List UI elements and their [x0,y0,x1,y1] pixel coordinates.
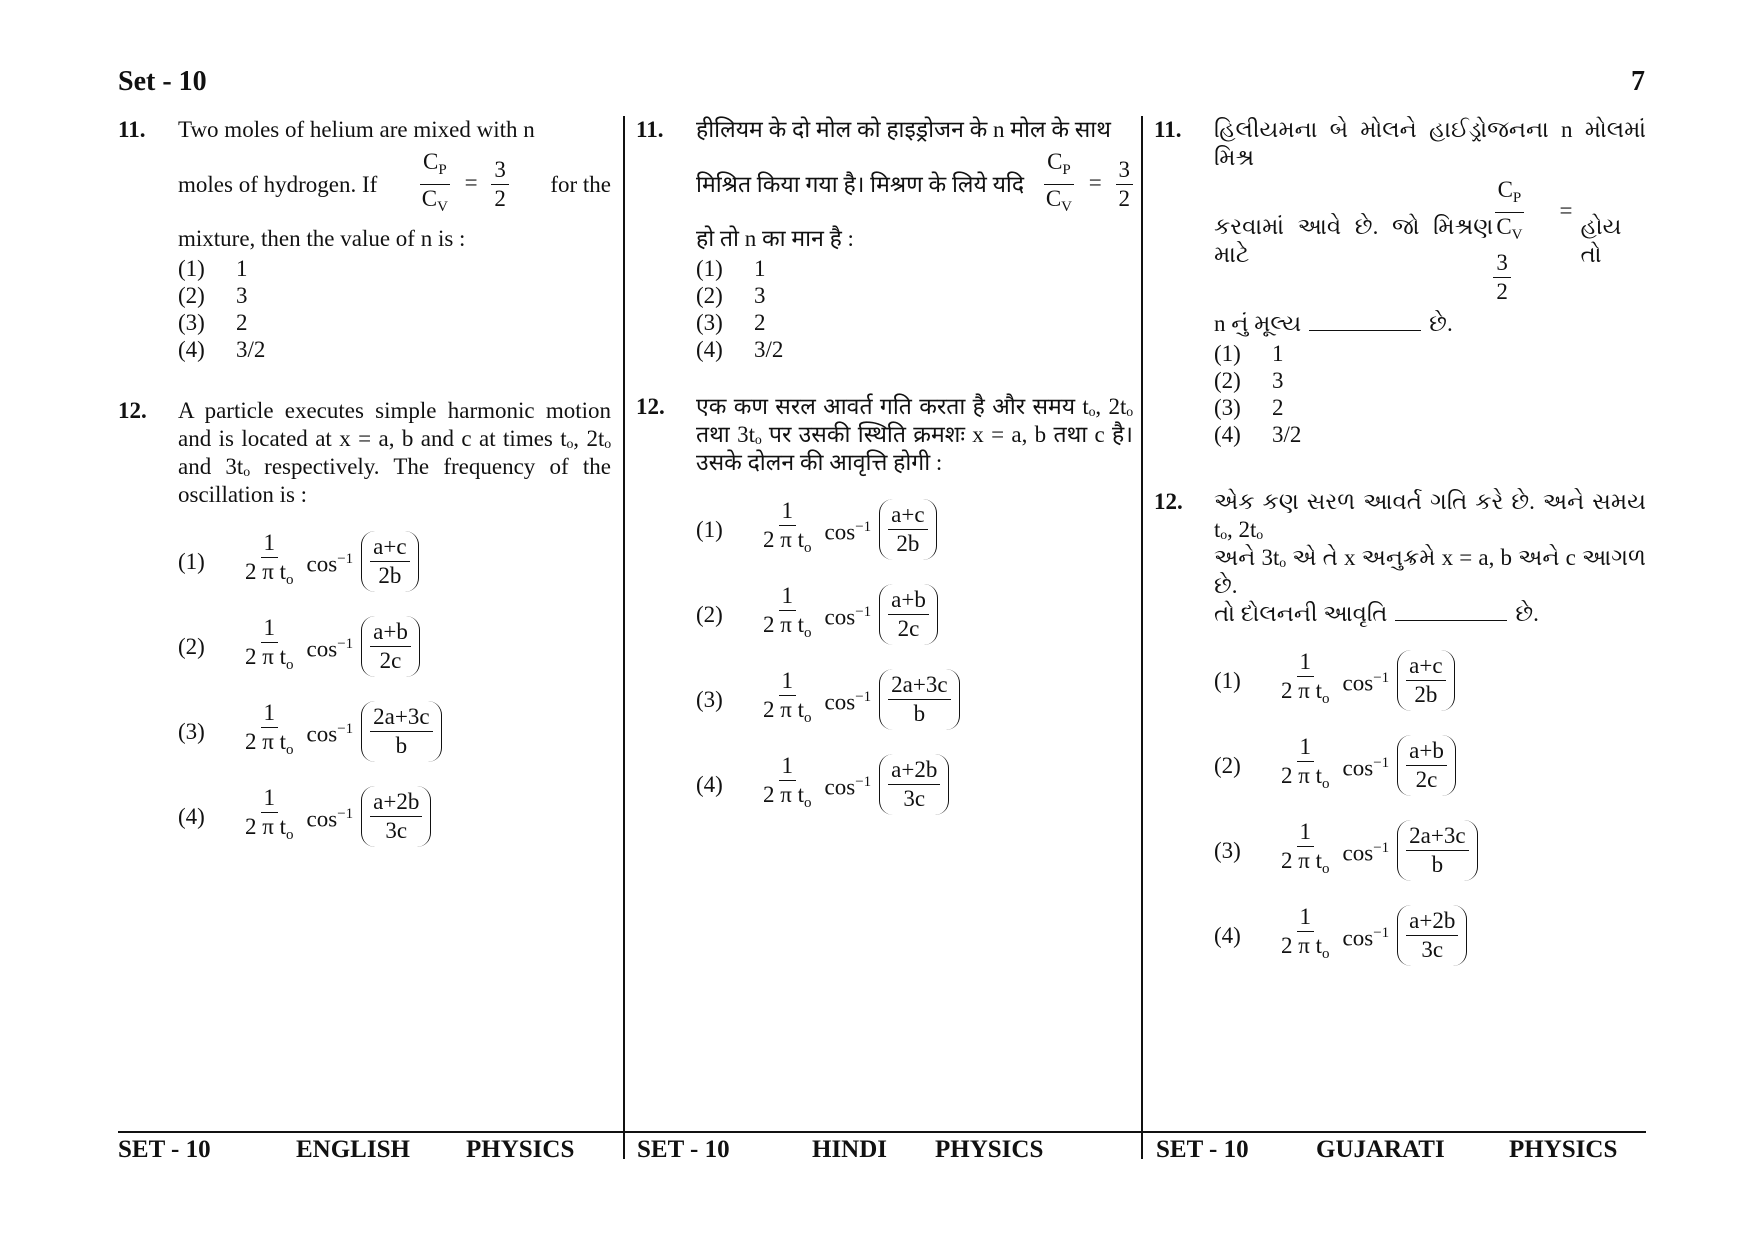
set-label: Set - 10 [118,66,207,97]
cp-cv-fraction: $\frac{C_P}{C_V}$ [1045,149,1073,215]
question-11 [118,116,611,363]
footer-language: ENGLISH [296,1136,410,1163]
option: (3) 2 [178,310,248,335]
inverse-cosine: $\cos^{-1}$ [1342,924,1390,951]
question-text: Two moles of helium are mixed with n [178,117,535,142]
inverse-cosine: $\cos^{-1}$ [824,603,872,630]
coefficient-fraction: $\frac{1}{2 \pi t_o}$ [763,583,812,641]
argument-parentheses [1397,650,1454,711]
formula-option [178,699,611,764]
argument-parentheses [879,669,959,730]
option: (2) 3 [1214,368,1284,393]
ratio-line: કરવામાં આવે છે. જો મિશ્રણ માટે $\frac{C_P}{C_V}$ = $\frac{3}{2}$ હોય તો [1214,176,1646,306]
column-divider [1141,116,1143,1159]
ratio-value-fraction: $\frac{3}{2}$ [1493,249,1511,306]
question-11 [636,116,1133,363]
coefficient-fraction: $\frac{1}{2 \pi t_o}$ [763,498,812,556]
argument-parentheses [361,786,431,847]
option-number: (2) [696,601,723,627]
column-divider [623,116,625,1159]
formula-option [696,752,1133,817]
argument-fraction: $\frac{2a+3c}{b}$ [370,703,432,760]
option-number: (1) [178,548,205,574]
formula-option [178,784,611,849]
footer-set: SET - 10 [637,1136,730,1163]
inverse-cosine: $\cos^{-1}$ [306,720,354,747]
argument-parentheses [879,499,936,560]
ratio-value-fraction: $\frac{3}{2}$ [491,156,509,213]
argument-parentheses [361,701,441,762]
inverse-cosine: $\cos^{-1}$ [824,773,872,800]
footer-set: SET - 10 [118,1136,211,1163]
question-number: 12. [636,394,665,419]
option: (1) 1 [178,256,248,281]
formula-option [1214,903,1646,968]
argument-parentheses [1397,820,1477,881]
option: (4) 3/2 [1214,422,1302,447]
coefficient-fraction: $\frac{1}{2 \pi t_o}$ [1281,649,1330,707]
question-12 [1154,488,1646,968]
option: (4) 3/2 [696,337,784,362]
option: (3) 2 [696,310,766,335]
page-number: 7 [1631,66,1645,97]
argument-fraction: $\frac{2a+3c}{b}$ [1406,822,1468,879]
argument-fraction: $\frac{2a+3c}{b}$ [888,671,950,728]
option-number: (3) [696,686,723,712]
option-number: (4) [696,771,723,797]
argument-fraction: $\frac{a+2b}{3c}$ [888,756,940,813]
question-text: हीलियम के दो मोल को हाइड्रोजन के n मोल के साथ [696,117,1111,142]
option-number: (3) [1214,837,1241,863]
question-text: કરવામાં આવે છે. જો મિશ્રણ માટે [1214,214,1494,267]
options-list [1214,340,1646,448]
formula-option [178,614,611,679]
footer-set: SET - 10 [1156,1136,1249,1163]
cp-cv-fraction: $\frac{C_P}{C_V}$ [1496,177,1523,243]
inverse-cosine: $\cos^{-1}$ [306,805,354,832]
argument-fraction: $\frac{a+b}{2c}$ [370,618,411,675]
argument-parentheses [879,754,949,815]
formula-option [696,497,1133,562]
option-number: (2) [1214,752,1241,778]
argument-parentheses [879,584,938,645]
question-number: 12. [118,398,147,423]
options-list [696,497,1133,817]
footer-subject: PHYSICS [466,1136,575,1163]
coefficient-fraction: $\frac{1}{2 \pi t_o}$ [245,615,294,673]
question-text: n નું મૂલ્ય છે. [1214,311,1453,336]
formula-option [1214,733,1646,798]
question-text: हो तो n का मान है : [696,226,854,251]
formula-option [1214,818,1646,883]
question-12 [636,393,1133,817]
inverse-cosine: $\cos^{-1}$ [306,635,354,662]
question-text: અને 3tₒ એ તે x અનુક્રમે x = a, b અને c આગળ છે. [1214,545,1646,598]
inverse-cosine: $\cos^{-1}$ [1342,839,1390,866]
inverse-cosine: $\cos^{-1}$ [1342,754,1390,781]
footer-language: GUJARATI [1316,1136,1445,1163]
options-list [1214,648,1646,968]
argument-fraction: $\frac{a+c}{2b}$ [1406,652,1445,709]
formula-option [696,582,1133,647]
question-number: 11. [118,117,146,142]
options-list [178,529,611,849]
argument-fraction: $\frac{a+2b}{3c}$ [1406,907,1458,964]
option: (3) 2 [1214,395,1284,420]
coefficient-fraction: $\frac{1}{2 \pi t_o}$ [1281,904,1330,962]
option: (4) 3/2 [178,337,266,362]
gujarati-column [1154,116,1646,1156]
coefficient-fraction: $\frac{1}{2 \pi t_o}$ [245,530,294,588]
argument-fraction: $\frac{a+c}{2b}$ [370,533,409,590]
argument-fraction: $\frac{a+b}{2c}$ [1406,737,1447,794]
coefficient-fraction: $\frac{1}{2 \pi t_o}$ [763,668,812,726]
argument-fraction: $\frac{a+b}{2c}$ [888,586,929,643]
inverse-cosine: $\cos^{-1}$ [1342,669,1390,696]
coefficient-fraction: $\frac{1}{2 \pi t_o}$ [1281,819,1330,877]
argument-parentheses [361,531,418,592]
option-number: (4) [1214,922,1241,948]
coefficient-fraction: $\frac{1}{2 \pi t_o}$ [245,785,294,843]
argument-fraction: $\frac{a+c}{2b}$ [888,501,927,558]
option-number: (1) [696,516,723,542]
option: (2) 3 [178,283,248,308]
question-11 [1154,116,1646,448]
footer-language: HINDI [812,1136,888,1163]
formula-option [1214,648,1646,713]
options-list [178,255,611,363]
question-text: mixture, then the value of n is : [178,226,466,251]
question-number: 11. [1154,117,1182,142]
footer-subject: PHYSICS [1509,1136,1618,1163]
ratio-value-fraction: $\frac{3}{2}$ [1116,156,1134,213]
question-text: एक कण सरल आवर्त गति करता है और समय tₒ, 2tₒ तथा 3tₒ पर उसकी स्थिति क्रमशः x = a, b तथा c है। उसके दोलन की आवृत्ति होगी : [696,394,1133,475]
question-text: હોય તો [1580,214,1622,267]
question-number: 12. [1154,489,1183,514]
inverse-cosine: $\cos^{-1}$ [824,688,872,715]
footer-subject: PHYSICS [935,1136,1044,1163]
coefficient-fraction: $\frac{1}{2 \pi t_o}$ [1281,734,1330,792]
answer-blank [1309,330,1421,331]
formula-option [178,529,611,594]
argument-parentheses [1397,905,1467,966]
option: (2) 3 [696,283,766,308]
question-text: તો દોલનની આવૃતિ છે. [1214,601,1539,626]
hindi-column [636,116,1133,1156]
question-text: moles of hydrogen. If [178,171,378,197]
option: (1) 1 [696,256,766,281]
argument-fraction: $\frac{a+2b}{3c}$ [370,788,422,845]
options-list [696,255,1133,363]
coefficient-fraction: $\frac{1}{2 \pi t_o}$ [763,753,812,811]
option-number: (4) [178,803,205,829]
formula-option [696,667,1133,732]
question-number: 11. [636,117,664,142]
question-12 [118,397,611,849]
inverse-cosine: $\cos^{-1}$ [306,550,354,577]
answer-blank [1395,620,1507,621]
option-number: (1) [1214,667,1241,693]
inverse-cosine: $\cos^{-1}$ [824,518,872,545]
option: (1) 1 [1214,341,1284,366]
ratio-line: moles of hydrogen. If $\frac{C_P}{C_V}$ = $\frac{3}{2}$ for the [178,148,611,221]
argument-parentheses [1397,735,1456,796]
question-text: for the [550,171,611,197]
english-column [118,116,611,1156]
coefficient-fraction: $\frac{1}{2 \pi t_o}$ [245,700,294,758]
question-text: એક કણ સરળ આવર્ત ગતિ કરે છે. અને સમય tₒ, 2tₒ [1214,489,1646,542]
question-text: A particle executes simple harmonic motion and is located at x = a, b and c at times tₒ, 2tₒ and 3tₒ respectively. The frequency of the oscillation is : [178,398,611,507]
question-text: मिश्रित किया गया है। मिश्रण के लिये यदि [696,171,1025,197]
ratio-line: मिश्रित किया गया है। मिश्रण के लिये यदि $\frac{C_P}{C_V}$ = $\frac{3}{2}$ [696,148,1133,221]
question-text: હિલીયમના બે મોલને હાઈડ્રોજનના n મોલમાં મિશ્ર [1214,117,1646,170]
option-number: (2) [178,633,205,659]
argument-parentheses [361,616,420,677]
footer-rule [118,1131,1646,1133]
option-number: (3) [178,718,205,744]
cp-cv-fraction: $\frac{C_P}{C_V}$ [421,149,448,215]
